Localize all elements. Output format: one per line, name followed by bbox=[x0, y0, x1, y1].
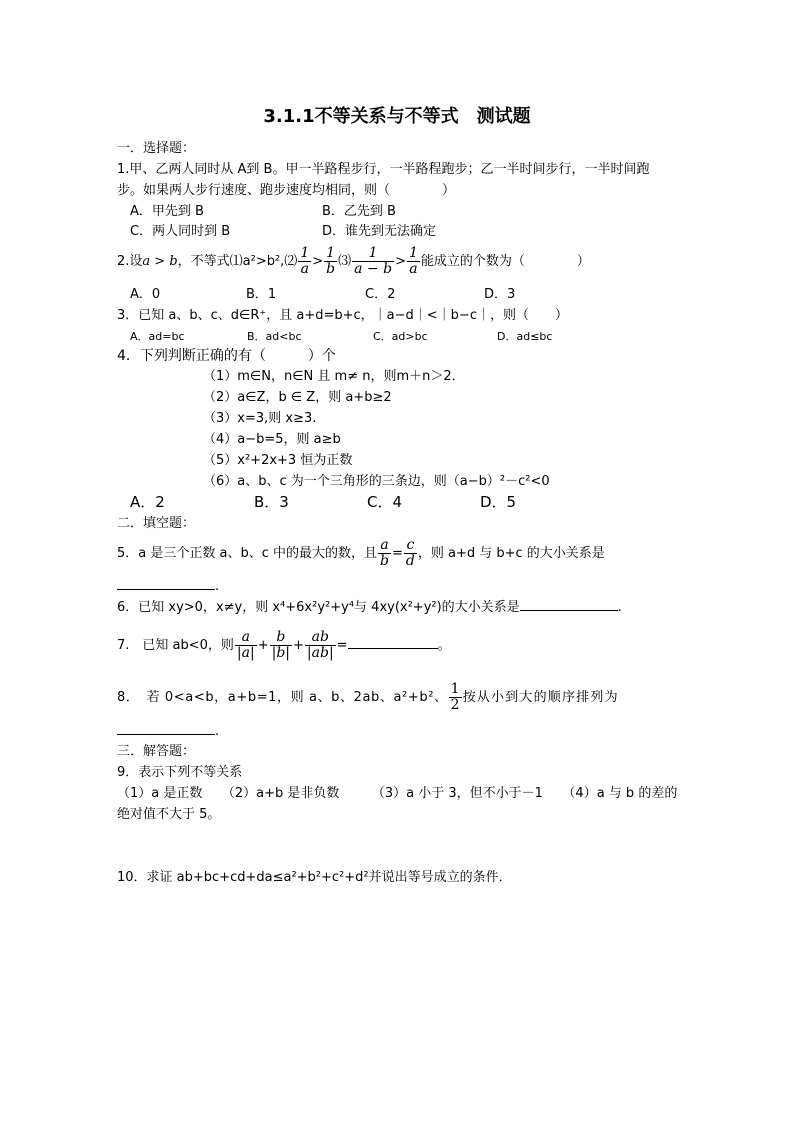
section-solve-heading: 三．解答题： bbox=[117, 744, 196, 759]
q10-stem: 10．求证 ab+bc+cd+da≤a²+b²+c²+d²并说出等号成立的条件． bbox=[117, 870, 512, 885]
q5-post: ，则 a+d 与 b+c 的大小关系是 bbox=[417, 546, 605, 561]
q8-prefix: 8． 若 0<a<b，a+b=1，则 a、b、2ab、a²+b²、 bbox=[117, 690, 448, 705]
section-choice-heading: 一．选择题： bbox=[117, 141, 196, 156]
q2-greater-sign-1: > bbox=[312, 254, 324, 269]
q2-mid: ，不等式⑴a²>b²,⑵ bbox=[177, 254, 298, 269]
q6-stem bbox=[117, 598, 622, 617]
q2-condition: a > b bbox=[142, 254, 178, 269]
q5-fraction-c-over-d: $\frac{c}{d}$ bbox=[405, 537, 415, 569]
q5-equals: = bbox=[391, 546, 403, 561]
q3-option-a: A．ad=bc bbox=[130, 330, 185, 343]
page-title: 3.1.1不等关系与不等式 测试题 bbox=[263, 106, 531, 127]
q2-item-3-marker: ⑶ bbox=[338, 254, 352, 269]
q4-item-4: （4）a−b=5，则 a≥b bbox=[203, 432, 341, 447]
q8-stem bbox=[117, 680, 619, 716]
q1-stem-line1: 1.甲、乙两人同时从 A到 B。甲一半路程步行，一半路程跑步；乙一半时间步行，一半时间跑 bbox=[117, 162, 650, 177]
q7-fraction-ab-over-abs-ab: $\frac{ab}{|ab|}$ bbox=[306, 629, 334, 661]
q7-fraction-b-over-abs-b: $\frac{b}{|b|}$ bbox=[271, 629, 291, 661]
q8-post: 按从小到大的顺序排列为 bbox=[462, 690, 619, 705]
q4-option-c: C．4 bbox=[367, 493, 403, 511]
q5-end-mark: . bbox=[215, 579, 220, 594]
q5-stem bbox=[117, 537, 605, 571]
q9-line1: （1）a 是正数 （2）a+b 是非负数 （3）a 小于 3，但不小于－1 （4）a 与 b 的差的 bbox=[117, 786, 678, 801]
q8-fraction-one-half: $\frac{1}{2}$ bbox=[450, 681, 460, 713]
q2-fraction-1-over-a: $\frac{1}{a}$ bbox=[300, 245, 310, 277]
q7-end-mark: 。 bbox=[437, 638, 451, 653]
q7-equals: = bbox=[336, 638, 348, 653]
q9-stem: 9．表示下列不等关系 bbox=[117, 765, 243, 780]
q8-answer-line bbox=[117, 722, 219, 741]
q7-fraction-a-over-abs-a: $\frac{a}{|a|}$ bbox=[236, 629, 255, 661]
q9-line2: 绝对值不大于 5。 bbox=[117, 807, 221, 822]
q1-option-b: B．乙先到 B bbox=[322, 204, 396, 219]
q5-fraction-a-over-b: $\frac{a}{b}$ bbox=[380, 537, 389, 569]
q4-item-3: （3）x=3,则 x≥3. bbox=[203, 411, 317, 426]
q1-option-c: C．两人同时到 B bbox=[130, 224, 231, 239]
q3-option-d: D．ad≤bc bbox=[497, 330, 553, 343]
q8-answer-blank[interactable] bbox=[117, 722, 215, 735]
q4-item-6: （6）a、b、c 为一个三角形的三条边，则（a−b）²－c²<0 bbox=[203, 474, 550, 489]
q1-stem-line2: 步。如果两人步行速度、跑步速度均相同，则（ ） bbox=[117, 183, 456, 198]
q7-answer-blank[interactable] bbox=[348, 636, 438, 649]
q7-plus-1: + bbox=[257, 638, 269, 653]
q4-item-5: （5）x²+2x+3 恒为正数 bbox=[203, 453, 353, 468]
q2-option-b: B．1 bbox=[246, 287, 277, 302]
q2-fraction-1-over-a-minus-b: $\frac{1}{a - b}$ bbox=[354, 245, 393, 277]
q2-option-c: C．2 bbox=[365, 287, 396, 302]
q4-stem: 4．下列判断正确的有（ ）个 bbox=[117, 348, 336, 364]
q5-prefix: 5．a 是三个正数 a、b、c 中的最大的数，且 bbox=[117, 546, 378, 561]
q2-option-d: D．3 bbox=[484, 287, 516, 302]
q2-greater-sign-2: > bbox=[395, 254, 406, 269]
q2-fraction-1-over-b: $\frac{1}{b}$ bbox=[326, 245, 336, 277]
q7-plus-2: + bbox=[293, 638, 304, 653]
q2-fraction-1-over-a-2: $\frac{1}{a}$ bbox=[408, 245, 418, 277]
q3-option-c: C．ad>bc bbox=[373, 330, 428, 343]
q4-option-d: D．5 bbox=[480, 493, 517, 511]
q5-answer-blank[interactable] bbox=[117, 577, 215, 590]
q4-option-b: B．3 bbox=[254, 493, 289, 511]
q3-stem: 3．已知 a、b、c、d∈R⁺，且 a+d=b+c，｜a−d｜<｜b−c｜，则（ ） bbox=[117, 308, 568, 323]
q8-end-mark: . bbox=[215, 724, 220, 739]
q3-option-b: B．ad<bc bbox=[247, 330, 302, 343]
q6-text: 6．已知 xy>0，x≠y，则 x⁴+6x²y²+y⁴与 4xy(x²+y²)的大小关系是 bbox=[117, 600, 520, 615]
q1-option-d: D．谁先到无法确定 bbox=[322, 224, 437, 239]
q7-prefix: 7. 已知 ab<0，则 bbox=[117, 638, 234, 653]
q7-stem bbox=[117, 628, 451, 664]
q1-option-a: A．甲先到 B bbox=[130, 204, 204, 219]
q4-item-2: （2）a∈Z，b ∈ Z，则 a+b≥2 bbox=[203, 390, 392, 405]
q2-option-a: A．0 bbox=[130, 287, 161, 302]
q2-tail: 能成立的个数为（ ） bbox=[420, 254, 590, 269]
q4-option-a: A．2 bbox=[130, 493, 165, 511]
q6-end-mark: . bbox=[617, 600, 622, 615]
q5-answer-line bbox=[117, 577, 219, 596]
q4-item-1: （1）m∈N，n∈N 且 m≠ n，则m＋n＞2． bbox=[203, 369, 465, 384]
q2-stem bbox=[117, 245, 590, 279]
q2-prefix: 2.设 bbox=[117, 254, 143, 269]
q6-answer-blank[interactable] bbox=[520, 598, 618, 611]
section-fill-heading: 二．填空题： bbox=[117, 516, 196, 531]
